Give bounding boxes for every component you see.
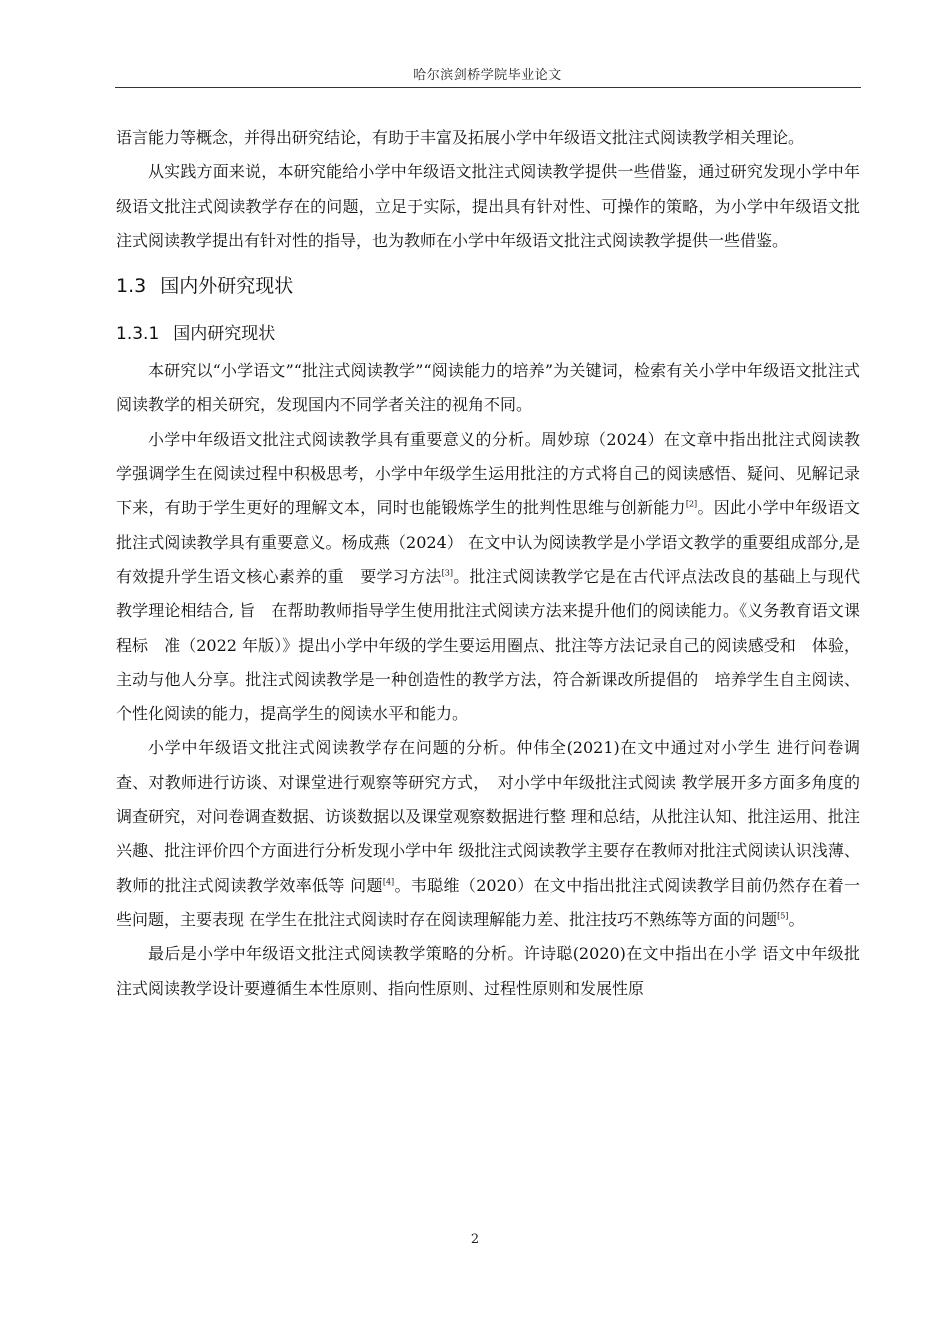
paragraph-text: 。韦聪维（2020）在文中指出批注式阅读教学目前仍然存在着一些问题，主要表现 在学生在批注式阅读时存在阅读理解能力差、批注技巧不熟练等方面的问题 [116, 875, 860, 929]
paragraph-problems [116, 731, 860, 937]
section-title: 国内外研究现状 [160, 275, 294, 298]
paragraph-strategies: 最后是小学中年级语文批注式阅读教学策略的分析。许诗聪(2020)在文中指出在小学 语文中年级批注式阅读教学设计要遵循生本性原则、指向性原则、过程性原则和发展性原 [116, 944, 860, 998]
paragraph-practice-value: 从实践方面来说，本研究能给小学中年级语文批注式阅读教学提供一些借鉴，通过研究发现小学中年级语文批注式阅读教学存在的问题，立足于实际，提出具有针对性、可操作的策略，为小学中年级语文批注式阅读教学提出有针对性的指导，也为教师在小学中年级语文批注式阅读教学提供一些借鉴。 [116, 162, 860, 250]
paragraph-text: 。因此小学中年级语文批注式阅读教学具有重要意义。杨成燕（2024） 在文中认为阅读教学是小学语文教学的重要组成部分,是有效提升学生语文核心素养的重 要学习方法 [116, 498, 860, 586]
citation-3[interactable]: [3] [441, 568, 453, 578]
citation-5[interactable]: [5] [777, 911, 789, 921]
paragraph-text: 小学中年级语文批注式阅读教学具有重要意义的分析。周妙琼（2024）在文章中指出批注式阅读教学强调学生在阅读过程中积极思考，小学中年级学生运用批注的方式将自己的阅读感悟、疑问、见解记录下来，有助于学生更好的理解文本，同时也能锻炼学生的批判性思维与创新能力 [116, 429, 860, 518]
subsection-number: 1.3.1 [116, 324, 160, 345]
paragraph-significance [116, 423, 860, 732]
running-header: 哈尔滨剑桥学院毕业论文 [413, 68, 562, 83]
paragraph-text: 小学中年级语文批注式阅读教学存在问题的分析。仲伟全(2021)在文中通过对小学生 进行问卷调查、对教师进行访谈、对课堂进行观察等研究方式， 对小学中年级批注式阅读 教学展开多方面多角度的调查研究，对问卷调查数据、访谈数据以及课堂观察数据进行整 理和总结，从批注认知、批注运用、批注兴趣、批注评价四个方面进行分析发现小学中年 级批注式阅读教学主要存在教师对批注式阅读认识浅薄、教师的批注式阅读教学效率低等 问题 [116, 738, 860, 895]
header-rule [115, 87, 861, 88]
section-heading-1-3-1 [116, 312, 860, 354]
section-heading-1-3 [116, 266, 860, 312]
paragraph-theory-value: 语言能力等概念，并得出研究结论，有助于丰富及拓展小学中年级语文批注式阅读教学相关理论。 [116, 128, 805, 147]
page-number: 2 [470, 1232, 480, 1247]
paragraph-keywords: 本研究以“小学语文”“批注式阅读教学”“阅读能力的培养”为关键词，检索有关小学中年级语文批注式阅读教学的相关研究，发现国内不同学者关注的视角不同。 [116, 361, 860, 415]
paragraph-text: 。 [788, 909, 805, 929]
citation-4[interactable]: [4] [382, 877, 395, 887]
subsection-title: 国内研究现状 [173, 324, 276, 345]
page-body [116, 121, 860, 1006]
citation-2[interactable]: [2] [685, 500, 698, 510]
paragraph-text: 。批注式阅读教学它是在古代评点法改良的基础上与现代教学理论相结合, 旨 在帮助教师指导学生使用批注式阅读方法来提升他们的阅读能力。《义务教育语文课程标 准（2022 年版）》提出小学中年级的学生要运用圈点、批注等方法记录自己的阅读感受和 体验，主动与他人分享。批注式阅读教学是一种创造性的教学方法，符合新课改所提倡的 培养学生自主阅读、个性化阅读的能力，提高学生的阅读水平和能力。 [116, 566, 860, 724]
section-number: 1.3 [116, 275, 147, 298]
